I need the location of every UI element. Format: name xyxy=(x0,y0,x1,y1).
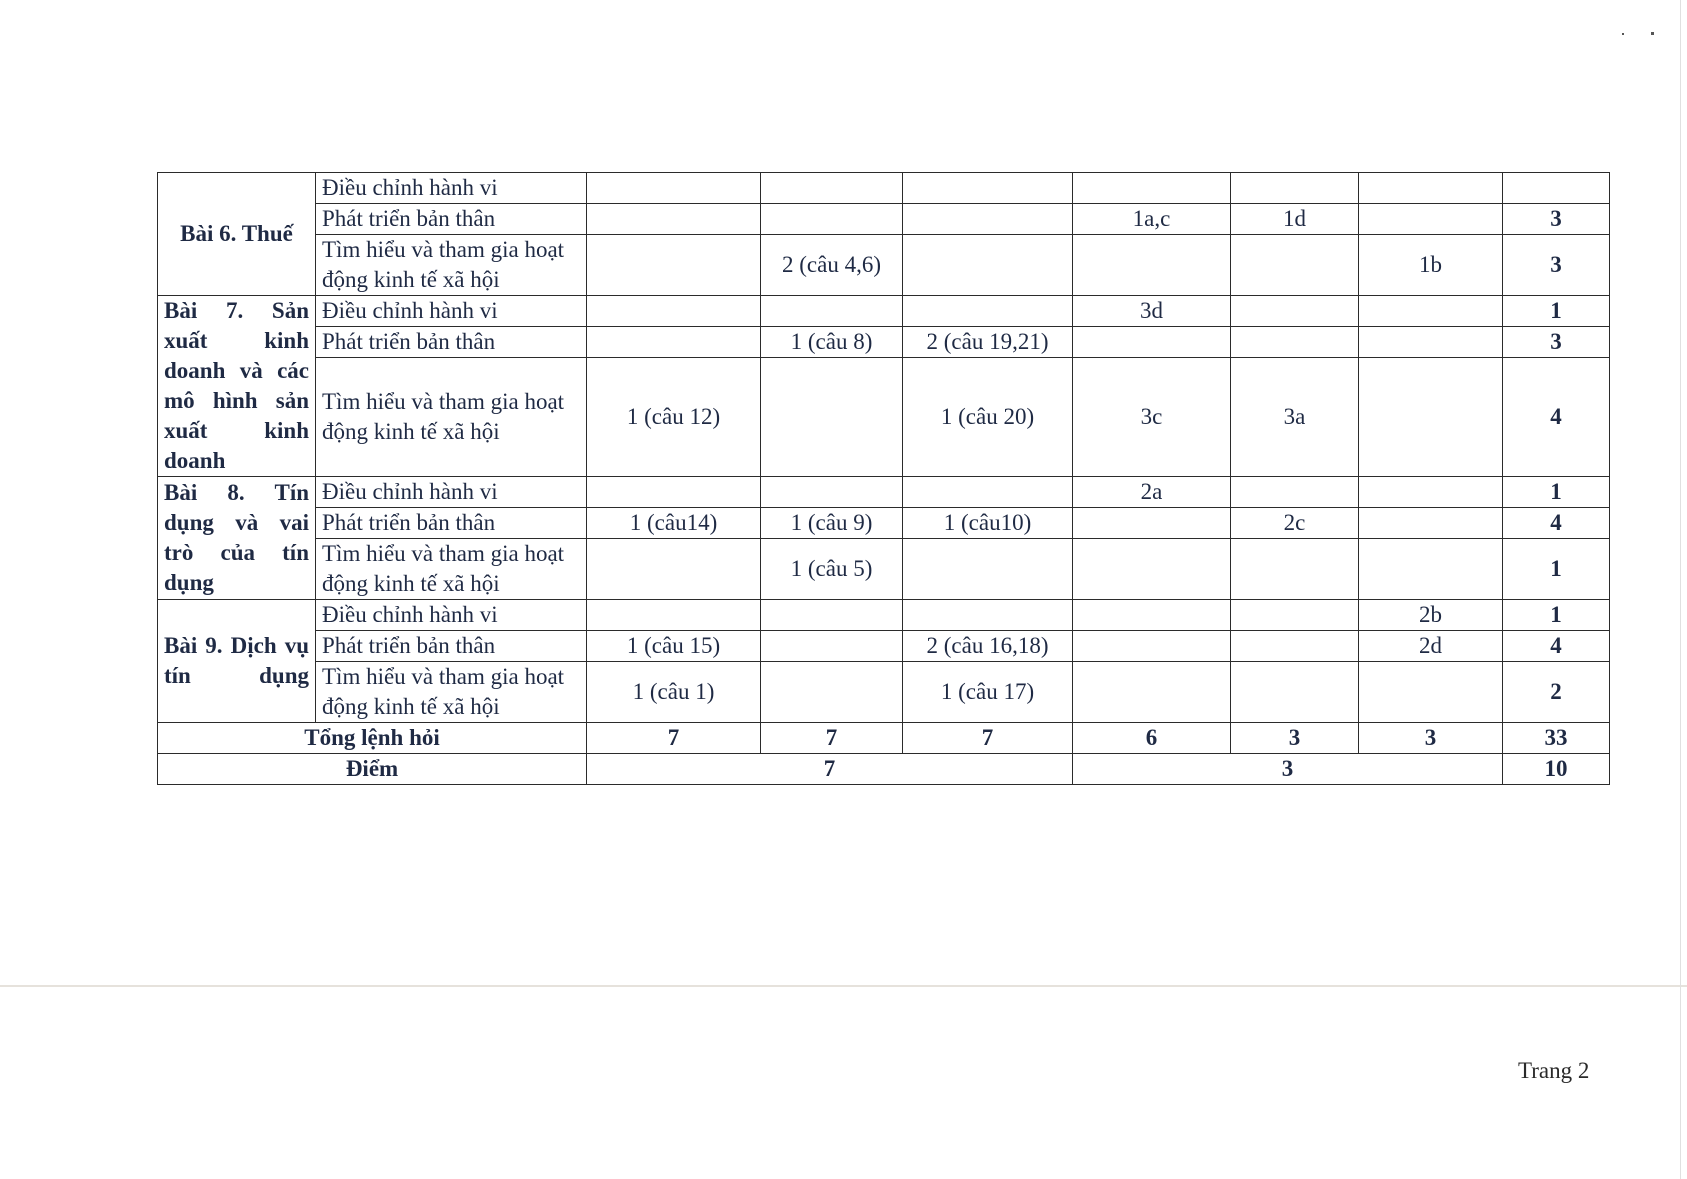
skill-cell: Tìm hiểu và tham gia hoạt động kinh tế xã hội xyxy=(316,358,587,477)
table-row xyxy=(158,358,1610,477)
level-cell: 3a xyxy=(1231,358,1359,477)
level-cell: 2b xyxy=(1359,600,1503,631)
level-cell xyxy=(761,204,903,235)
question-count-cell: 7 xyxy=(587,723,761,754)
row-total-cell: 1 xyxy=(1503,600,1610,631)
level-cell xyxy=(1073,539,1231,600)
level-cell xyxy=(587,539,761,600)
level-cell: 2d xyxy=(1359,631,1503,662)
level-cell xyxy=(761,477,903,508)
skill-cell: Điều chỉnh hành vi xyxy=(316,296,587,327)
level-cell xyxy=(1073,508,1231,539)
skill-cell: Phát triển bản thân xyxy=(316,631,587,662)
level-cell: 1 (câu 20) xyxy=(903,358,1073,477)
skill-cell: Phát triển bản thân xyxy=(316,508,587,539)
level-cell: 1 (câu10) xyxy=(903,508,1073,539)
level-cell: 2 (câu 4,6) xyxy=(761,235,903,296)
table-row xyxy=(158,204,1610,235)
matrix-body xyxy=(158,173,1610,785)
table-row xyxy=(158,539,1610,600)
level-cell xyxy=(1073,631,1231,662)
level-cell: 2 (câu 19,21) xyxy=(903,327,1073,358)
lesson-name-cell: Bài 6. Thuế xyxy=(158,173,316,296)
skill-cell: Tìm hiểu và tham gia hoạt động kinh tế xã hội xyxy=(316,539,587,600)
question-total-cell: 33 xyxy=(1503,723,1610,754)
level-cell xyxy=(1231,539,1359,600)
level-cell xyxy=(1359,662,1503,723)
table-row xyxy=(158,327,1610,358)
lesson-name-cell: Bài 9. Dịch vụ tín dụng xyxy=(158,600,316,723)
page-fold-line xyxy=(0,985,1687,987)
level-cell xyxy=(903,173,1073,204)
skill-cell: Tìm hiểu và tham gia hoạt động kinh tế xã hội xyxy=(316,235,587,296)
level-cell xyxy=(1073,600,1231,631)
lesson-name-cell: Bài 8. Tín dụng và vai trò của tín dụng xyxy=(158,477,316,600)
level-cell xyxy=(1231,477,1359,508)
level-cell: 2c xyxy=(1231,508,1359,539)
score-part-cell: 3 xyxy=(1073,754,1503,785)
table-row xyxy=(158,296,1610,327)
level-cell xyxy=(587,296,761,327)
question-count-cell: 3 xyxy=(1359,723,1503,754)
page-edge xyxy=(1680,0,1681,1179)
level-cell: 1 (câu 15) xyxy=(587,631,761,662)
row-total-cell: 1 xyxy=(1503,296,1610,327)
level-cell xyxy=(1359,539,1503,600)
row-total-cell: 1 xyxy=(1503,477,1610,508)
skill-cell: Tìm hiểu và tham gia hoạt động kinh tế xã hội xyxy=(316,662,587,723)
level-cell xyxy=(1231,296,1359,327)
level-cell xyxy=(1359,327,1503,358)
level-cell xyxy=(1073,327,1231,358)
row-total-cell: 4 xyxy=(1503,358,1610,477)
table-row xyxy=(158,173,1610,204)
row-total-cell: 4 xyxy=(1503,508,1610,539)
table-row xyxy=(158,600,1610,631)
level-cell: 1d xyxy=(1231,204,1359,235)
level-cell: 1 (câu 5) xyxy=(761,539,903,600)
question-count-cell: 7 xyxy=(761,723,903,754)
level-cell xyxy=(1231,631,1359,662)
scan-speck xyxy=(1622,33,1624,35)
level-cell xyxy=(903,539,1073,600)
skill-cell: Phát triển bản thân xyxy=(316,204,587,235)
level-cell: 1 (câu 12) xyxy=(587,358,761,477)
level-cell xyxy=(1073,235,1231,296)
level-cell: 2a xyxy=(1073,477,1231,508)
level-cell xyxy=(1359,358,1503,477)
score-row xyxy=(158,754,1610,785)
table-row xyxy=(158,631,1610,662)
level-cell: 1 (câu 8) xyxy=(761,327,903,358)
score-part-cell: 7 xyxy=(587,754,1073,785)
skill-cell: Điều chỉnh hành vi xyxy=(316,477,587,508)
question-count-cell: 7 xyxy=(903,723,1073,754)
level-cell: 1 (câu 17) xyxy=(903,662,1073,723)
level-cell xyxy=(761,296,903,327)
level-cell xyxy=(903,204,1073,235)
level-cell: 1b xyxy=(1359,235,1503,296)
score-total-cell: 10 xyxy=(1503,754,1610,785)
assessment-matrix-table xyxy=(157,172,1610,785)
page-number: Trang 2 xyxy=(1518,1058,1590,1083)
level-cell xyxy=(1359,477,1503,508)
level-cell xyxy=(761,662,903,723)
level-cell xyxy=(903,296,1073,327)
level-cell xyxy=(1231,600,1359,631)
level-cell: 2 (câu 16,18) xyxy=(903,631,1073,662)
row-total-cell xyxy=(1503,173,1610,204)
table-row xyxy=(158,508,1610,539)
level-cell: 1 (câu14) xyxy=(587,508,761,539)
level-cell xyxy=(1359,296,1503,327)
level-cell xyxy=(587,477,761,508)
question-count-cell: 3 xyxy=(1231,723,1359,754)
level-cell xyxy=(903,235,1073,296)
level-cell xyxy=(1359,204,1503,235)
skill-cell: Phát triển bản thân xyxy=(316,327,587,358)
level-cell: 1 (câu 1) xyxy=(587,662,761,723)
row-total-cell: 4 xyxy=(1503,631,1610,662)
level-cell: 1 (câu 9) xyxy=(761,508,903,539)
level-cell xyxy=(587,235,761,296)
level-cell xyxy=(761,631,903,662)
level-cell: 3d xyxy=(1073,296,1231,327)
row-total-cell: 3 xyxy=(1503,327,1610,358)
question-count-row xyxy=(158,723,1610,754)
level-cell xyxy=(587,600,761,631)
row-total-cell: 2 xyxy=(1503,662,1610,723)
lesson-name-cell: Bài 7. Sản xuất kinh doanh và các mô hình sản xuất kinh doanh xyxy=(158,296,316,477)
level-cell xyxy=(1231,327,1359,358)
level-cell xyxy=(761,600,903,631)
level-cell xyxy=(903,477,1073,508)
skill-cell: Điều chỉnh hành vi xyxy=(316,600,587,631)
scan-speck xyxy=(1651,32,1654,35)
score-label: Điểm xyxy=(158,754,587,785)
level-cell xyxy=(587,204,761,235)
level-cell xyxy=(1231,662,1359,723)
level-cell xyxy=(761,173,903,204)
row-total-cell: 3 xyxy=(1503,204,1610,235)
row-total-cell: 1 xyxy=(1503,539,1610,600)
level-cell: 3c xyxy=(1073,358,1231,477)
level-cell: 1a,c xyxy=(1073,204,1231,235)
table-row xyxy=(158,477,1610,508)
level-cell xyxy=(1231,173,1359,204)
level-cell xyxy=(1359,173,1503,204)
level-cell xyxy=(1231,235,1359,296)
level-cell xyxy=(903,600,1073,631)
row-total-cell: 3 xyxy=(1503,235,1610,296)
level-cell xyxy=(587,327,761,358)
table-row xyxy=(158,235,1610,296)
table-row xyxy=(158,662,1610,723)
level-cell xyxy=(1359,508,1503,539)
level-cell xyxy=(587,173,761,204)
level-cell xyxy=(1073,173,1231,204)
skill-cell: Điều chỉnh hành vi xyxy=(316,173,587,204)
level-cell xyxy=(1073,662,1231,723)
question-count-label: Tổng lệnh hỏi xyxy=(158,723,587,754)
level-cell xyxy=(761,358,903,477)
question-count-cell: 6 xyxy=(1073,723,1231,754)
